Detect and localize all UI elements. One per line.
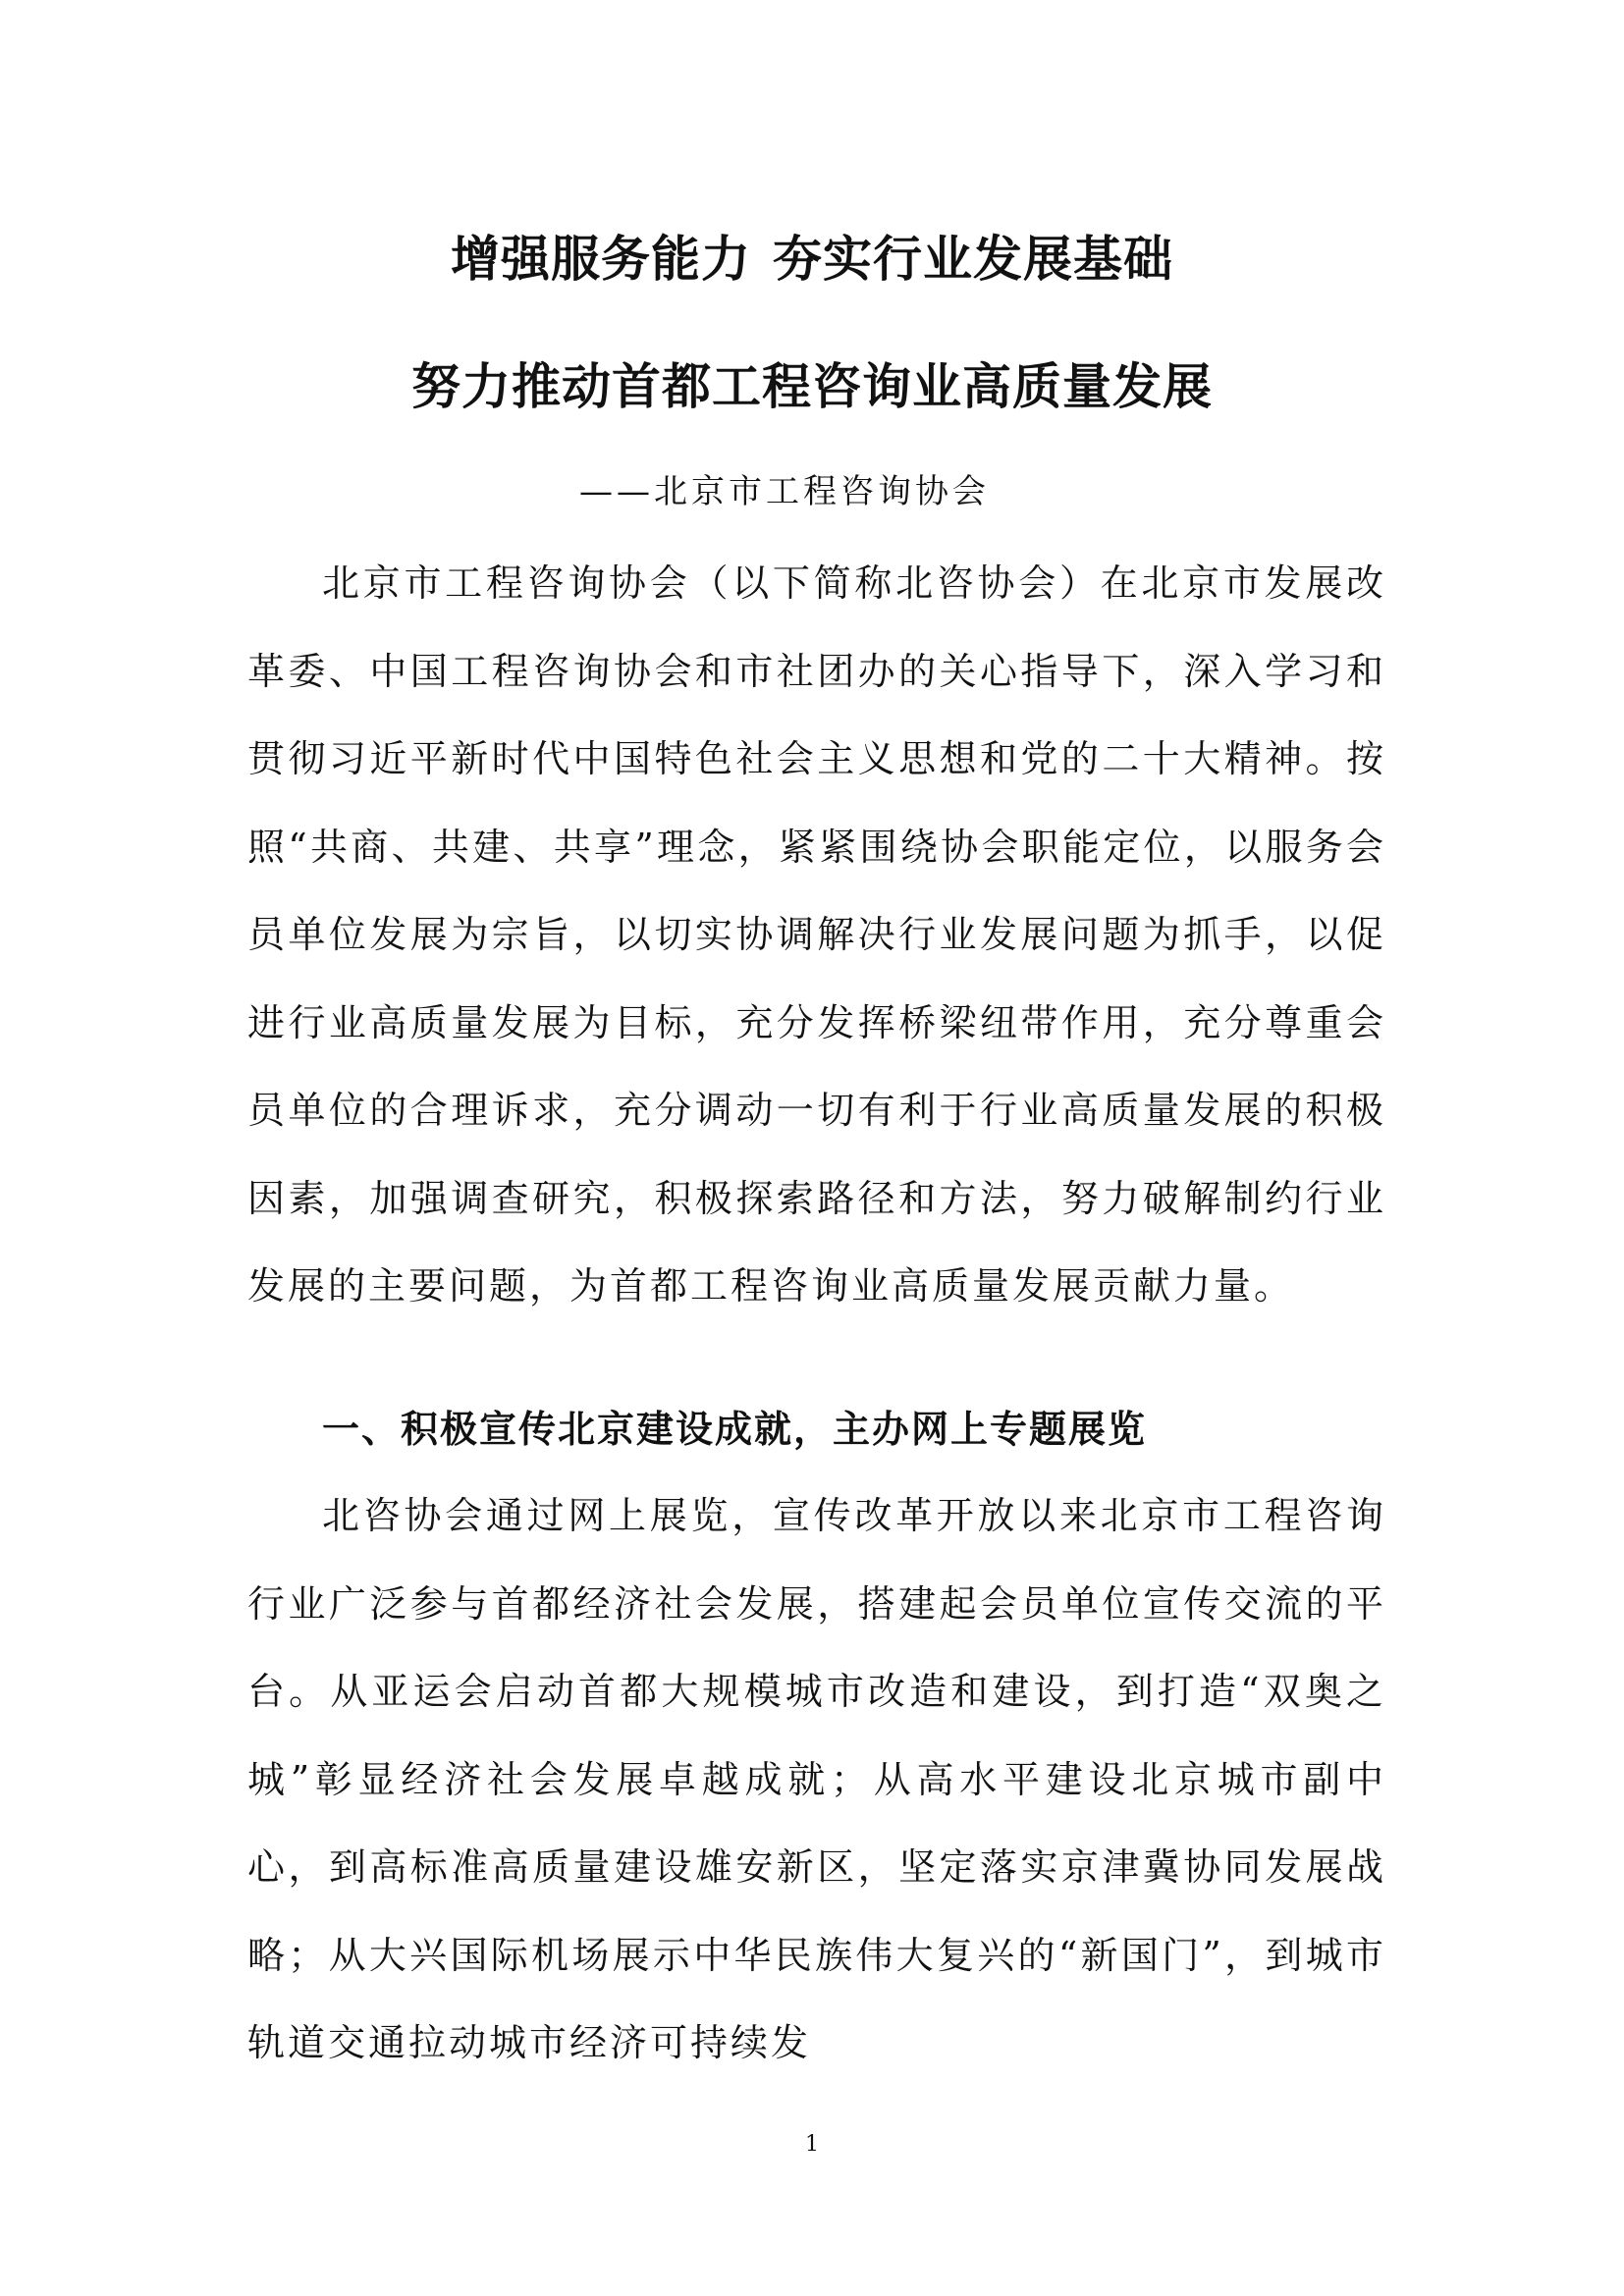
author-byline: ——北京市工程咨询协会 (579, 472, 990, 511)
document-title-line-1 (0, 228, 1624, 291)
section-heading-1: 一、积极宣传北京建设成就，主办网上专题展览 (322, 1408, 1148, 1451)
title-part-2: 夯实行业发展基础 (773, 231, 1173, 288)
page-number: 1 (805, 2132, 819, 2157)
title-part-1: 增强服务能力 (451, 231, 751, 288)
paragraph-section-1: 北咨协会通过网上展览，宣传改革开放以来北京市工程咨询行业广泛参与首都经济社会发展，搭建起会员单位宣传交流的平台。从亚运会启动首都大规模城市改造和建设，到打造“双奥之城”彰显经济社会发展卓越成就；从高水平建设北京城市副中心，到高标准高质量建设雄安新区，坚定落实京津冀协同发展战略；从大兴国际机场展示中华民族伟大复兴的“新国门”，到城市轨道交通拉动城市经济可持续发 (247, 1494, 1386, 2064)
document-title-line-2: 努力推动首都工程咨询业高质量发展 (411, 358, 1213, 415)
paragraph-intro: 北京市工程咨询协会（以下简称北咨协会）在北京市发展改革委、中国工程咨询协会和市社团办的关心指导下，深入学习和贯彻习近平新时代中国特色社会主义思想和党的二十大精神。按照“共商、共建、共享”理念，紧紧围绕协会职能定位，以服务会员单位发展为宗旨，以切实协调解决行业发展问题为抓手，以促进行业高质量发展为目标，充分发挥桥梁纽带作用，充分尊重会员单位的合理诉求，充分调动一切有利于行业高质量发展的积极因素，加强调查研究，积极探索路径和方法，努力破解制约行业发展的主要问题，为首都工程咨询业高质量发展贡献力量。 (247, 561, 1386, 1308)
